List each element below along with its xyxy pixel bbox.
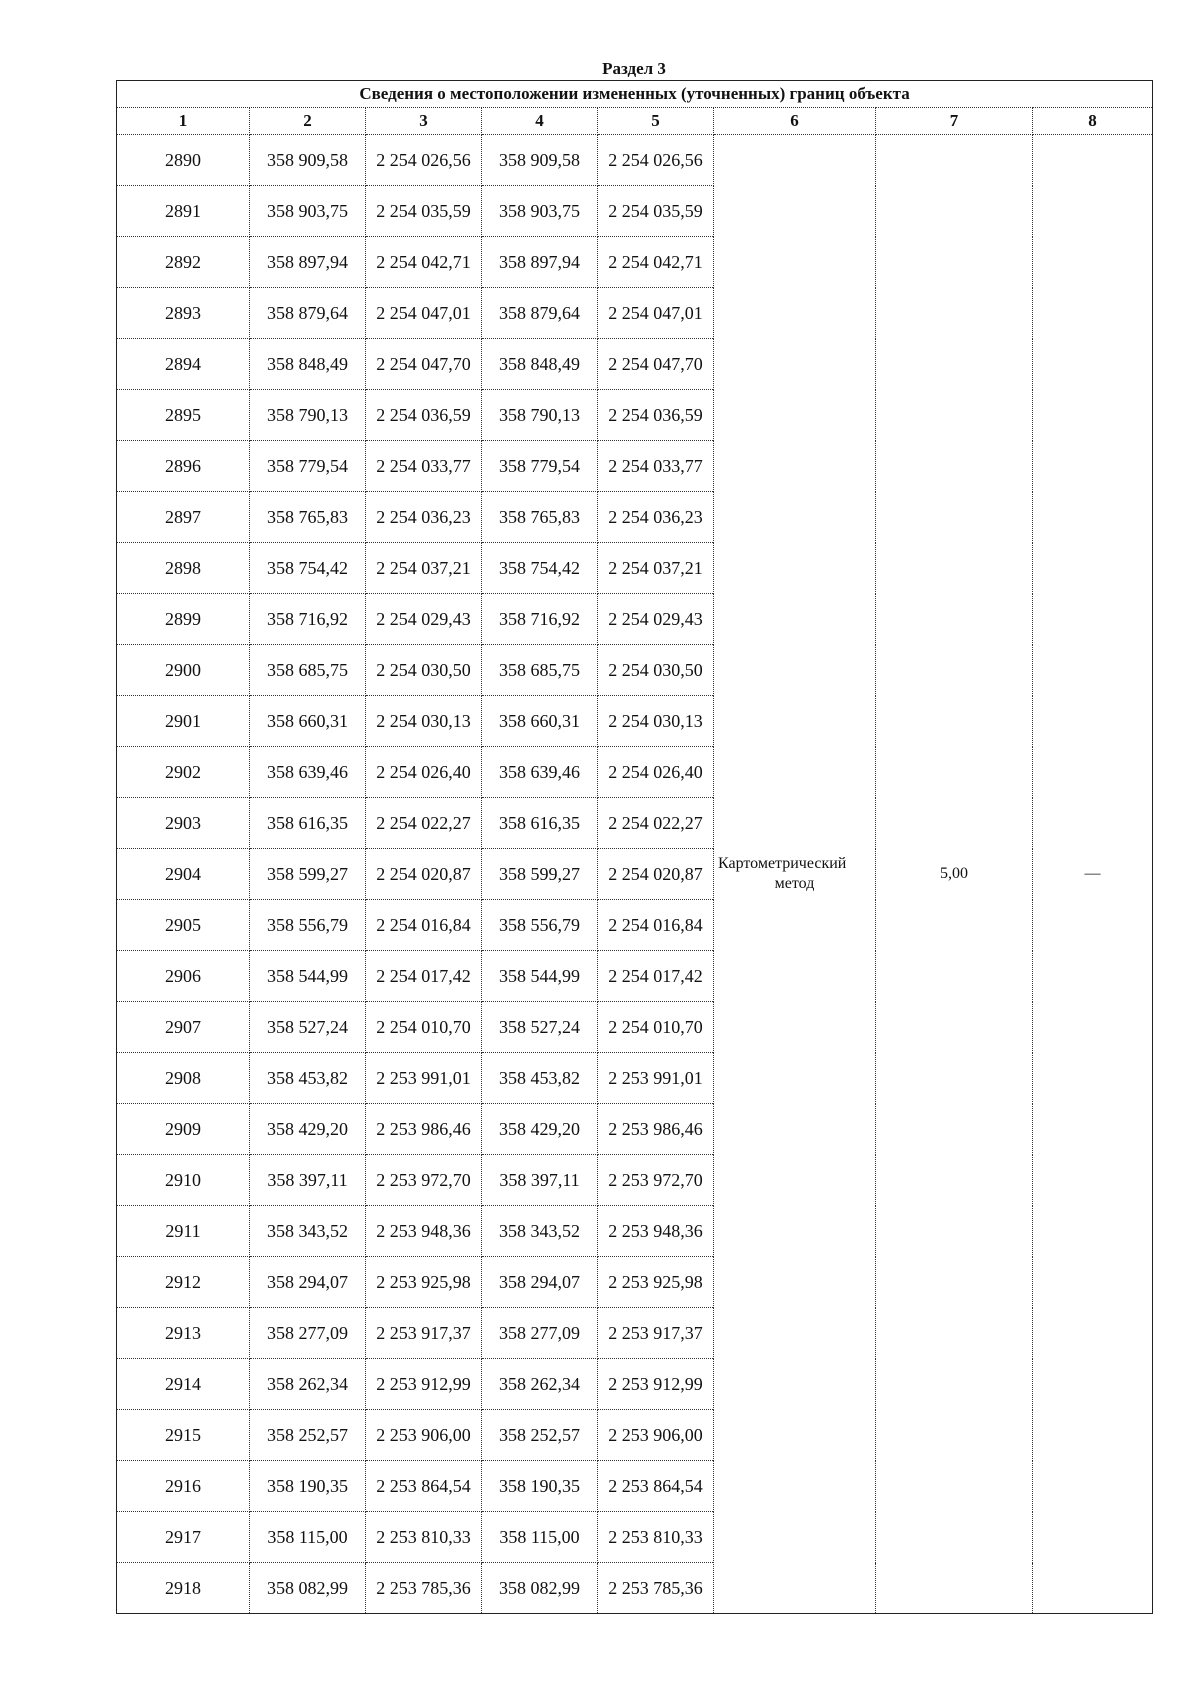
coordinate-cell: 358 903,75 xyxy=(482,186,598,237)
point-number-cell: 2917 xyxy=(117,1512,250,1563)
table-caption-row xyxy=(117,81,1153,108)
coordinate-cell: 358 879,64 xyxy=(250,288,366,339)
point-number-cell: 2891 xyxy=(117,186,250,237)
coordinate-cell: 2 253 912,99 xyxy=(598,1359,714,1410)
coordinate-cell: 2 254 042,71 xyxy=(366,237,482,288)
accuracy-cell: 5,00 xyxy=(876,135,1033,1614)
coordinate-cell: 2 254 037,21 xyxy=(366,543,482,594)
coordinate-cell: 358 294,07 xyxy=(482,1257,598,1308)
section-title: Раздел 3 xyxy=(602,59,666,78)
table-row xyxy=(117,135,1153,186)
coordinate-cell: 2 253 925,98 xyxy=(598,1257,714,1308)
coordinate-cell: 2 253 912,99 xyxy=(366,1359,482,1410)
coordinate-cell: 358 544,99 xyxy=(482,951,598,1002)
coordinate-cell: 358 527,24 xyxy=(250,1002,366,1053)
coordinate-cell: 358 685,75 xyxy=(250,645,366,696)
coordinate-cell: 2 253 972,70 xyxy=(366,1155,482,1206)
column-number: 3 xyxy=(366,108,482,135)
point-number-cell: 2900 xyxy=(117,645,250,696)
column-number: 4 xyxy=(482,108,598,135)
coordinate-cell: 358 453,82 xyxy=(482,1053,598,1104)
point-number-cell: 2909 xyxy=(117,1104,250,1155)
coordinate-cell: 2 254 020,87 xyxy=(598,849,714,900)
coordinate-cell: 358 277,09 xyxy=(482,1308,598,1359)
note-cell: — xyxy=(1033,135,1153,1614)
coordinate-cell: 358 262,34 xyxy=(482,1359,598,1410)
coordinate-cell: 2 254 035,59 xyxy=(366,186,482,237)
coordinate-cell: 2 254 022,27 xyxy=(598,798,714,849)
coordinate-cell: 2 253 948,36 xyxy=(598,1206,714,1257)
coordinate-cell: 2 254 026,56 xyxy=(598,135,714,186)
coordinate-cell: 2 253 785,36 xyxy=(598,1563,714,1614)
point-number-cell: 2901 xyxy=(117,696,250,747)
coordinate-cell: 358 262,34 xyxy=(250,1359,366,1410)
coordinate-cell: 358 544,99 xyxy=(250,951,366,1002)
coordinate-cell: 358 082,99 xyxy=(482,1563,598,1614)
coordinate-cell: 358 660,31 xyxy=(482,696,598,747)
coordinate-cell: 2 254 029,43 xyxy=(598,594,714,645)
column-number: 6 xyxy=(714,108,876,135)
coordinate-cell: 358 716,92 xyxy=(482,594,598,645)
coordinate-cell: 358 765,83 xyxy=(250,492,366,543)
coordinate-cell: 358 616,35 xyxy=(482,798,598,849)
coordinate-cell: 2 254 036,23 xyxy=(598,492,714,543)
coordinate-cell: 2 253 991,01 xyxy=(366,1053,482,1104)
point-number-cell: 2918 xyxy=(117,1563,250,1614)
point-number-cell: 2890 xyxy=(117,135,250,186)
column-number: 5 xyxy=(598,108,714,135)
coordinate-cell: 2 254 036,23 xyxy=(366,492,482,543)
point-number-cell: 2910 xyxy=(117,1155,250,1206)
point-number-cell: 2903 xyxy=(117,798,250,849)
coordinate-cell: 2 254 036,59 xyxy=(598,390,714,441)
coordinate-cell: 358 754,42 xyxy=(250,543,366,594)
coordinate-cell: 2 254 030,50 xyxy=(598,645,714,696)
point-number-cell: 2895 xyxy=(117,390,250,441)
coordinate-cell: 2 254 016,84 xyxy=(366,900,482,951)
point-number-cell: 2894 xyxy=(117,339,250,390)
coordinate-cell: 358 754,42 xyxy=(482,543,598,594)
coordinate-cell: 2 253 785,36 xyxy=(366,1563,482,1614)
coordinate-cell: 358 343,52 xyxy=(250,1206,366,1257)
coordinate-cell: 358 909,58 xyxy=(250,135,366,186)
coordinate-cell: 358 277,09 xyxy=(250,1308,366,1359)
coordinates-table xyxy=(116,80,1153,1614)
coordinate-cell: 358 115,00 xyxy=(482,1512,598,1563)
coordinate-cell: 2 253 948,36 xyxy=(366,1206,482,1257)
coordinate-cell: 2 254 047,01 xyxy=(598,288,714,339)
coordinate-cell: 2 254 017,42 xyxy=(598,951,714,1002)
point-number-cell: 2906 xyxy=(117,951,250,1002)
coordinate-cell: 358 879,64 xyxy=(482,288,598,339)
point-number-cell: 2907 xyxy=(117,1002,250,1053)
coordinate-cell: 2 254 030,50 xyxy=(366,645,482,696)
coordinate-cell: 2 254 026,40 xyxy=(366,747,482,798)
method-text: Картометрический xyxy=(718,855,847,872)
point-number-cell: 2898 xyxy=(117,543,250,594)
coordinate-cell: 2 254 035,59 xyxy=(598,186,714,237)
point-number-cell: 2897 xyxy=(117,492,250,543)
point-number-cell: 2911 xyxy=(117,1206,250,1257)
coordinate-cell: 2 254 036,59 xyxy=(366,390,482,441)
coordinate-cell: 2 254 026,40 xyxy=(598,747,714,798)
coordinate-cell: 2 254 010,70 xyxy=(598,1002,714,1053)
coordinate-cell: 2 254 029,43 xyxy=(366,594,482,645)
coordinate-cell: 2 253 864,54 xyxy=(366,1461,482,1512)
coordinate-cell: 358 599,27 xyxy=(482,849,598,900)
coordinate-cell: 2 254 020,87 xyxy=(366,849,482,900)
coordinate-cell: 358 429,20 xyxy=(482,1104,598,1155)
coordinate-cell: 2 253 906,00 xyxy=(598,1410,714,1461)
method-cell xyxy=(714,135,876,1614)
coordinate-cell: 358 639,46 xyxy=(250,747,366,798)
coordinate-cell: 358 527,24 xyxy=(482,1002,598,1053)
coordinate-cell: 2 254 016,84 xyxy=(598,900,714,951)
coordinate-cell: 358 848,49 xyxy=(482,339,598,390)
column-number-row xyxy=(117,108,1153,135)
coordinate-cell: 2 253 925,98 xyxy=(366,1257,482,1308)
coordinate-cell: 358 765,83 xyxy=(482,492,598,543)
coordinate-cell: 2 253 810,33 xyxy=(598,1512,714,1563)
coordinate-cell: 358 616,35 xyxy=(250,798,366,849)
coordinate-cell: 2 254 022,27 xyxy=(366,798,482,849)
coordinate-cell: 2 254 033,77 xyxy=(598,441,714,492)
point-number-cell: 2893 xyxy=(117,288,250,339)
coordinate-cell: 358 190,35 xyxy=(250,1461,366,1512)
point-number-cell: 2905 xyxy=(117,900,250,951)
coordinate-cell: 2 254 037,21 xyxy=(598,543,714,594)
coordinate-cell: 2 254 010,70 xyxy=(366,1002,482,1053)
coordinate-cell: 358 897,94 xyxy=(250,237,366,288)
coordinate-cell: 358 909,58 xyxy=(482,135,598,186)
table-caption: Сведения о местоположении измененных (уточненных) границ объекта xyxy=(117,81,1153,108)
coordinate-cell: 358 716,92 xyxy=(250,594,366,645)
coordinate-cell: 358 556,79 xyxy=(250,900,366,951)
coordinate-cell: 358 556,79 xyxy=(482,900,598,951)
coordinate-cell: 2 254 042,71 xyxy=(598,237,714,288)
coordinate-cell: 2 253 972,70 xyxy=(598,1155,714,1206)
point-number-cell: 2914 xyxy=(117,1359,250,1410)
point-number-cell: 2899 xyxy=(117,594,250,645)
coordinate-cell: 358 779,54 xyxy=(250,441,366,492)
coordinate-cell: 358 790,13 xyxy=(482,390,598,441)
point-number-cell: 2913 xyxy=(117,1308,250,1359)
coordinate-cell: 2 254 030,13 xyxy=(366,696,482,747)
coordinate-cell: 358 294,07 xyxy=(250,1257,366,1308)
point-number-cell: 2902 xyxy=(117,747,250,798)
table-body xyxy=(117,135,1153,1614)
coordinate-cell: 2 253 986,46 xyxy=(366,1104,482,1155)
coordinate-cell: 358 779,54 xyxy=(482,441,598,492)
coordinate-cell: 2 254 033,77 xyxy=(366,441,482,492)
coordinate-cell: 358 082,99 xyxy=(250,1563,366,1614)
coordinate-cell: 358 848,49 xyxy=(250,339,366,390)
column-number: 2 xyxy=(250,108,366,135)
coordinate-cell: 358 397,11 xyxy=(482,1155,598,1206)
coordinate-cell: 2 253 906,00 xyxy=(366,1410,482,1461)
coordinate-cell: 358 599,27 xyxy=(250,849,366,900)
column-number: 7 xyxy=(876,108,1033,135)
coordinate-cell: 2 253 991,01 xyxy=(598,1053,714,1104)
coordinate-cell: 358 115,00 xyxy=(250,1512,366,1563)
point-number-cell: 2916 xyxy=(117,1461,250,1512)
point-number-cell: 2912 xyxy=(117,1257,250,1308)
coordinate-cell: 2 254 047,70 xyxy=(598,339,714,390)
coordinate-cell: 2 254 047,70 xyxy=(366,339,482,390)
coordinate-cell: 358 190,35 xyxy=(482,1461,598,1512)
coordinate-cell: 358 685,75 xyxy=(482,645,598,696)
point-number-cell: 2896 xyxy=(117,441,250,492)
coordinate-cell: 2 253 864,54 xyxy=(598,1461,714,1512)
coordinate-cell: 358 790,13 xyxy=(250,390,366,441)
method-text: метод xyxy=(774,875,815,892)
coordinate-cell: 2 253 917,37 xyxy=(366,1308,482,1359)
coordinate-cell: 2 254 017,42 xyxy=(366,951,482,1002)
coordinate-cell: 358 252,57 xyxy=(482,1410,598,1461)
coordinate-cell: 358 897,94 xyxy=(482,237,598,288)
coordinate-cell: 358 903,75 xyxy=(250,186,366,237)
coordinate-cell: 2 254 030,13 xyxy=(598,696,714,747)
point-number-cell: 2915 xyxy=(117,1410,250,1461)
coordinate-cell: 358 252,57 xyxy=(250,1410,366,1461)
coordinate-cell: 358 660,31 xyxy=(250,696,366,747)
point-number-cell: 2892 xyxy=(117,237,250,288)
point-number-cell: 2908 xyxy=(117,1053,250,1104)
coordinate-cell: 2 254 047,01 xyxy=(366,288,482,339)
coordinate-cell: 2 253 917,37 xyxy=(598,1308,714,1359)
coordinate-cell: 2 253 986,46 xyxy=(598,1104,714,1155)
coordinate-cell: 2 253 810,33 xyxy=(366,1512,482,1563)
coordinate-cell: 358 453,82 xyxy=(250,1053,366,1104)
coordinate-cell: 358 397,11 xyxy=(250,1155,366,1206)
coordinate-cell: 2 254 026,56 xyxy=(366,135,482,186)
column-number: 8 xyxy=(1033,108,1153,135)
coordinate-cell: 358 429,20 xyxy=(250,1104,366,1155)
coordinate-cell: 358 639,46 xyxy=(482,747,598,798)
coordinate-cell: 358 343,52 xyxy=(482,1206,598,1257)
point-number-cell: 2904 xyxy=(117,849,250,900)
column-number: 1 xyxy=(117,108,250,135)
